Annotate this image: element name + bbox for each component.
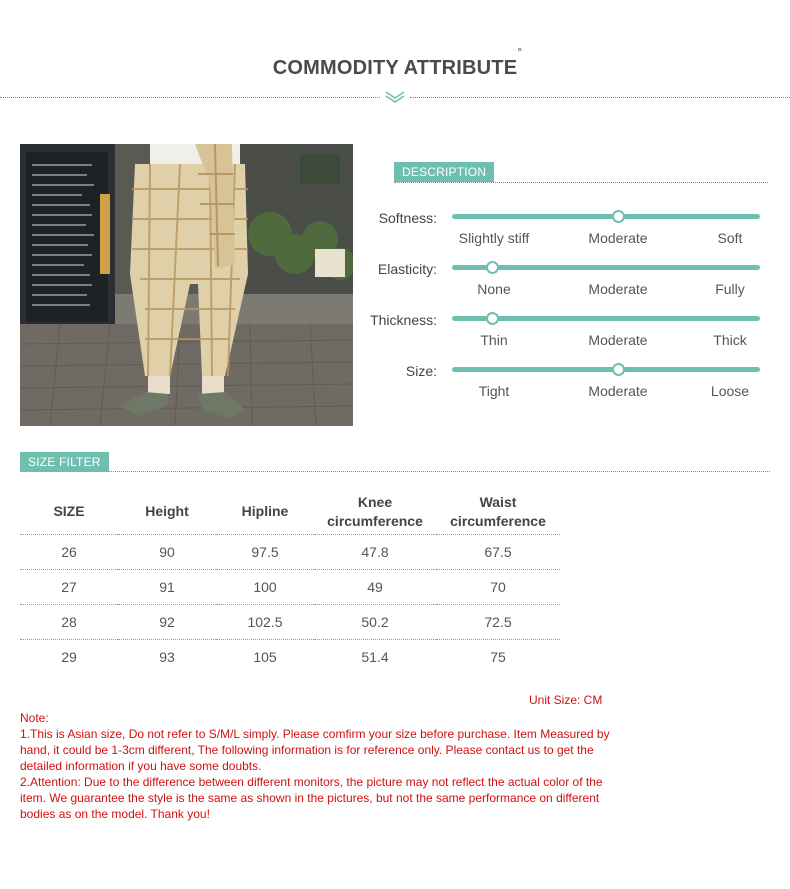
column-header-knee: Knee circumference (314, 490, 436, 534)
cell-waist: 67.5 (436, 534, 560, 569)
double-chevron-down-icon (384, 90, 406, 104)
size-table-header (20, 490, 560, 534)
slider-label-softness: Softness: (378, 210, 437, 226)
cell-waist: 72.5 (436, 604, 560, 639)
size-filter-divider (20, 471, 770, 472)
slider-option-thickness-0: Thin (480, 332, 508, 348)
slider-option-size-2: Loose (710, 383, 750, 399)
slider-knob-elasticity (486, 261, 499, 274)
slider-option-softness-0: Slightly stiff (458, 230, 530, 246)
note-line-1: 1.This is Asian size, Do not refer to S/M/L simply. Please comfirm your size before purchase. Item Measured by hand, it could be 1-3cm different, The following information is for reference only. Please contact us to get the detailed information if you have some doubts. (20, 727, 610, 773)
cell-knee: 51.4 (361, 648, 389, 665)
cell-knee: 47.8 (314, 534, 436, 569)
slider-track-size (452, 367, 760, 372)
section-title-text: COMMODITY ATTRIBUTE (272, 57, 518, 79)
size-filter-tag: SIZE FILTER (20, 452, 109, 472)
table-row (20, 604, 560, 639)
column-header-waist: Waist circumference (436, 490, 560, 534)
slider-option-elasticity-0: None (477, 281, 511, 297)
cell-size: 27 (20, 569, 118, 604)
table-row (20, 534, 560, 569)
slider-track-thickness (452, 316, 760, 321)
slider-knob-softness (612, 210, 625, 223)
cell-size: 29 (61, 648, 77, 665)
size-table (20, 490, 560, 674)
cell-hipline: 105 (253, 648, 277, 665)
product-photo (20, 144, 353, 426)
slider-option-thickness-1: Moderate (588, 332, 648, 348)
column-header-height: Height (118, 490, 216, 534)
cell-waist: 75 (490, 648, 506, 665)
cell-size: 26 (20, 534, 118, 569)
slider-track-elasticity (452, 265, 760, 270)
table-row (20, 569, 560, 604)
description-tag: DESCRIPTION (394, 162, 494, 182)
note-heading: Note: (20, 711, 49, 725)
table-row (20, 639, 560, 674)
slider-option-size-1: Moderate (588, 383, 648, 399)
slider-label-elasticity: Elasticity: (377, 261, 437, 277)
slider-option-softness-2: Soft (717, 230, 743, 246)
column-header-size: SIZE (20, 490, 118, 534)
cell-size: 28 (20, 604, 118, 639)
cell-height: 92 (118, 604, 216, 639)
description-divider (394, 182, 768, 183)
column-header-hipline: Hipline (216, 490, 314, 534)
cell-height: 90 (118, 534, 216, 569)
degree-mark: ° (517, 45, 523, 59)
cell-height: 93 (159, 648, 175, 665)
product-photo-illustration (20, 144, 353, 426)
slider-option-softness-1: Moderate (588, 230, 648, 246)
slider-knob-size (612, 363, 625, 376)
header-divider-right (410, 97, 790, 98)
cell-knee: 50.2 (314, 604, 436, 639)
cell-waist: 70 (436, 569, 560, 604)
cell-hipline: 97.5 (216, 534, 314, 569)
slider-option-elasticity-2: Fully (715, 281, 745, 297)
cell-height: 91 (118, 569, 216, 604)
header-divider-left (0, 97, 380, 98)
unit-size-label: Unit Size: CM (529, 693, 603, 707)
slider-track-softness (452, 214, 760, 219)
slider-option-thickness-2: Thick (713, 332, 747, 348)
slider-label-size: Size: (405, 363, 437, 379)
slider-label-thickness: Thickness: (370, 312, 437, 328)
cell-hipline: 100 (216, 569, 314, 604)
cell-knee: 49 (314, 569, 436, 604)
note-line-2: 2.Attention: Due to the difference between different monitors, the picture may not reflect the actual color of the item. We guarantee the style is the same as shown in the pictures, but not the same performance on different bodies as on the model. Thank you! (20, 775, 603, 821)
slider-option-elasticity-1: Moderate (588, 281, 648, 297)
slider-option-size-0: Tight (478, 383, 510, 399)
section-title (0, 45, 790, 80)
slider-knob-thickness (486, 312, 499, 325)
cell-hipline: 102.5 (216, 604, 314, 639)
